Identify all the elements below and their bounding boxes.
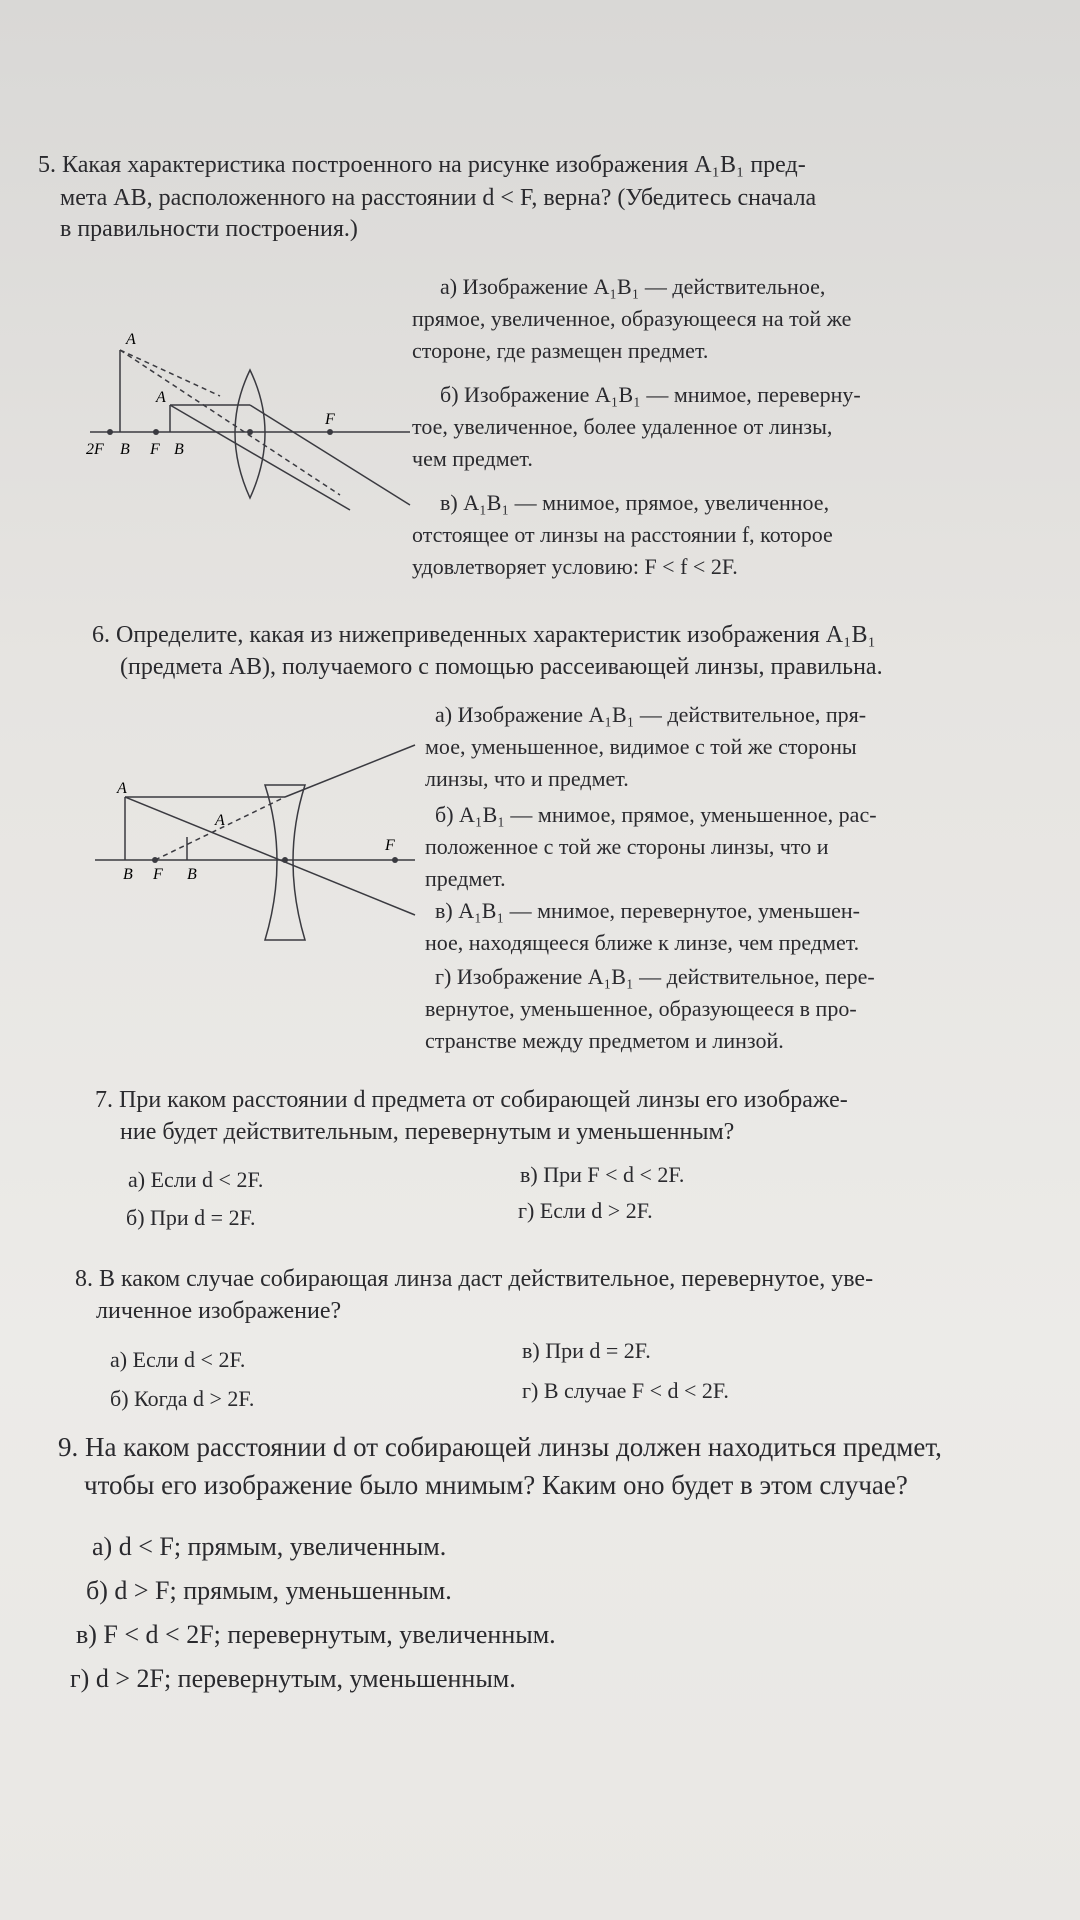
- q7-option-g: г) Если d > 2F.: [518, 1198, 653, 1223]
- question-6-lens-diagram: [95, 765, 415, 955]
- label-F-right: F: [385, 837, 395, 854]
- label-A: A: [117, 780, 127, 797]
- question-9-line-2: чтобы его изображение было мнимым? Каким оно будет в этом случае?: [84, 1470, 908, 1500]
- question-5-lens-diagram: [86, 320, 420, 520]
- q7-option-a: а) Если d < 2F.: [128, 1167, 264, 1192]
- question-7-line-1: 7. При каком расстоянии d предмета от собирающей линзы его изображе-: [95, 1087, 848, 1113]
- label-B: B: [123, 866, 133, 883]
- q6-option-g-1: г) Изображение A₁B₁ — действительное, пере-: [435, 964, 875, 989]
- label-A1: A: [156, 389, 166, 406]
- question-6-line-1: 6. Определите, какая из нижеприведенных характеристик изображения A₁B₁: [92, 622, 876, 648]
- ray-dashed-2: [120, 350, 220, 396]
- question-9-line-1: 9. На каком расстоянии d от собирающей линзы должен находиться предмет,: [58, 1432, 942, 1462]
- label-F-right: F: [325, 411, 335, 428]
- label-B1: B: [187, 866, 197, 883]
- question-6-line-2: (предмета AB), получаемого с помощью рассеивающей линзы, правильна.: [120, 654, 883, 680]
- q5-option-b-2: тое, увеличенное, более удаленное от линзы,: [412, 414, 833, 439]
- q9-option-a: а) d < F; прямым, увеличенным.: [92, 1532, 447, 1561]
- label-A: A: [126, 331, 136, 348]
- q5-option-v-3: удовлетворяет условию: F < f < 2F.: [412, 554, 738, 579]
- label-F-left: F: [150, 441, 160, 458]
- q6-option-a-1: а) Изображение A₁B₁ — действительное, пря-: [435, 702, 867, 727]
- question-7-line-2: ние будет действительным, перевернутым и уменьшенным?: [120, 1119, 735, 1145]
- q6-option-a-2: мое, уменьшенное, видимое с той же стороны: [425, 734, 857, 759]
- question-8-line-2: личенное изображение?: [96, 1298, 342, 1324]
- q5-option-a-2: прямое, увеличенное, образующееся на той же: [412, 306, 852, 331]
- q6-option-v-1: в) A₁B₁ — мнимое, перевернутое, уменьшен-: [435, 898, 861, 923]
- q5-option-b-1: б) Изображение A₁B₁ — мнимое, переверну-: [440, 382, 861, 407]
- q5-option-v-1: в) A₁B₁ — мнимое, прямое, увеличенное,: [440, 490, 830, 515]
- q6-option-g-3: странстве между предметом и линзой.: [425, 1028, 784, 1053]
- q8-option-b: б) Когда d > 2F.: [110, 1386, 255, 1411]
- q5-option-a-3: стороне, где размещен предмет.: [412, 338, 709, 363]
- question-8-line-1: 8. В каком случае собирающая линза даст действительное, перевернутое, уве-: [75, 1266, 874, 1292]
- q5-option-a-1: а) Изображение A₁B₁ — действительное,: [440, 274, 826, 299]
- q6-option-v-2: ное, находящееся ближе к линзе, чем предмет.: [425, 930, 860, 955]
- q5-option-v-2: отстоящее от линзы на расстоянии f, которое: [412, 522, 833, 547]
- q9-option-g: г) d > 2F; перевернутым, уменьшенным.: [70, 1664, 516, 1693]
- label-F-left: F: [153, 866, 163, 883]
- ray-dashed-1: [120, 350, 340, 495]
- q8-option-g: г) В случае F < d < 2F.: [522, 1378, 729, 1403]
- ray-center: [170, 405, 350, 510]
- label-B1: B: [120, 441, 130, 458]
- q6-option-a-3: линзы, что и предмет.: [425, 766, 629, 791]
- q9-option-v: в) F < d < 2F; перевернутым, увеличенным.: [76, 1620, 556, 1649]
- q6-option-b-2: положенное с той же стороны линзы, что и: [425, 834, 829, 859]
- q8-option-a: а) Если d < 2F.: [110, 1347, 246, 1372]
- ray-diverged: [285, 745, 415, 797]
- q5-option-b-3: чем предмет.: [412, 446, 533, 471]
- q6-option-b-1: б) A₁B₁ — мнимое, прямое, уменьшенное, рас-: [435, 802, 877, 827]
- label-A1: A: [215, 812, 225, 829]
- q7-option-v: в) При F < d < 2F.: [520, 1162, 685, 1187]
- question-5-line-3: в правильности построения.): [60, 216, 358, 242]
- q9-option-b: б) d > F; прямым, уменьшенным.: [86, 1576, 452, 1605]
- q7-option-b: б) При d = 2F.: [126, 1205, 256, 1230]
- q6-option-b-3: предмет.: [425, 866, 506, 891]
- question-5-line-2: мета AB, расположенного на расстоянии d < F, верна? (Убедитесь сначала: [60, 185, 817, 211]
- q8-option-v: в) При d = 2F.: [522, 1338, 651, 1363]
- label-B: B: [174, 441, 184, 458]
- question-5-line-1: 5. Какая характеристика построенного на рисунке изображения A₁B₁ пред-: [38, 152, 806, 178]
- ray-center: [125, 797, 415, 915]
- label-2F: 2F: [86, 441, 104, 458]
- q6-option-g-2: вернутое, уменьшенное, образующееся в про-: [425, 996, 857, 1021]
